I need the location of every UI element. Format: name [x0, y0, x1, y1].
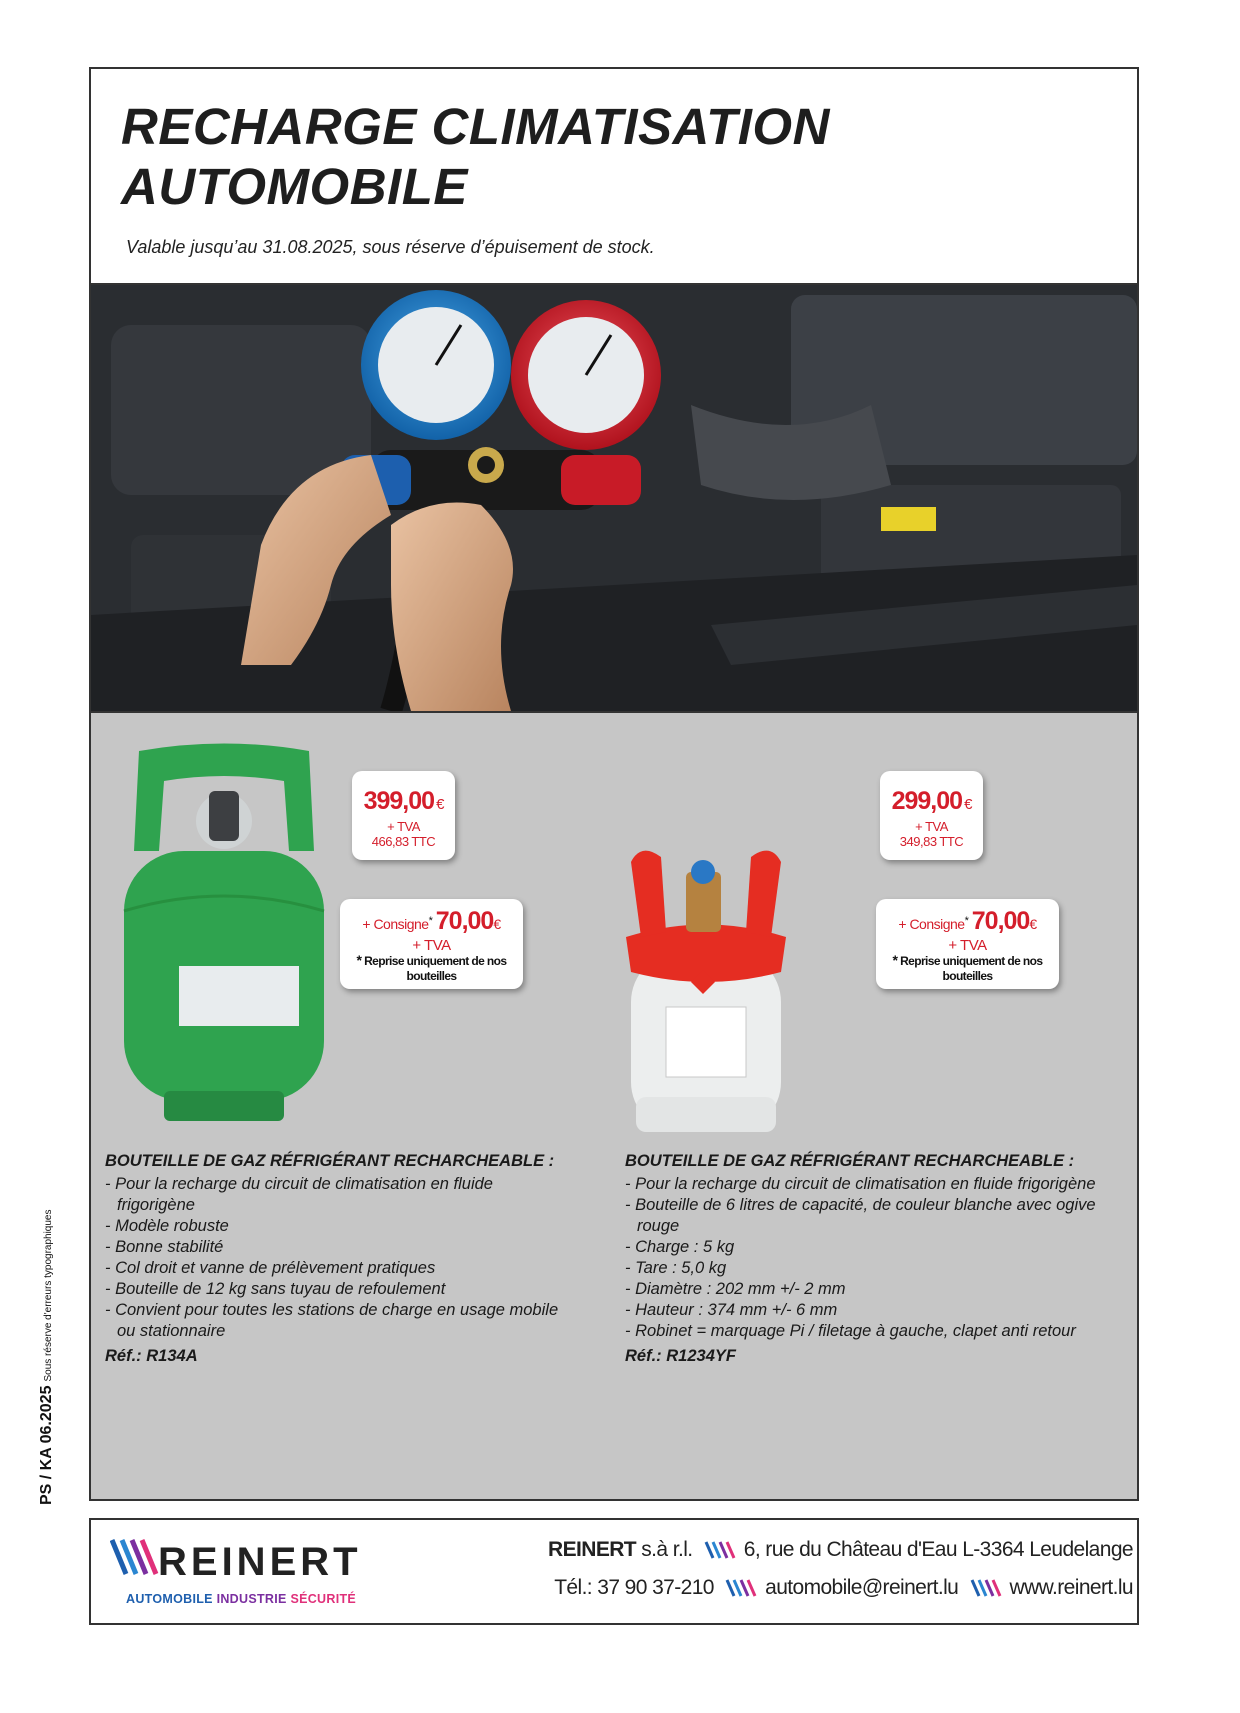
title-line-2: AUTOMOBILE: [121, 158, 468, 215]
price-currency: €: [964, 796, 972, 813]
price-vat: + TVA: [387, 819, 420, 834]
feature-item: - Pour la recharge du circuit de climatisation en fluide frigorigène: [625, 1174, 1125, 1195]
product-reference: Réf.: R134A: [105, 1347, 198, 1365]
hero-photo: [91, 285, 1137, 713]
website-link[interactable]: www.reinert.lu: [1009, 1576, 1133, 1599]
deposit-note-asterisk: *: [892, 952, 898, 968]
deposit-note-asterisk: *: [356, 952, 362, 968]
document-code: PS / KA 06.2025: [38, 1385, 55, 1505]
tagline-automobile: AUTOMOBILE: [126, 1592, 213, 1606]
feature-list: [625, 1174, 1125, 1342]
flyer-frame: [89, 67, 1139, 1501]
feature-item: - Col droit et vanne de prélèvement pratiques: [105, 1258, 575, 1279]
feature-item: - Convient pour toutes les stations de charge en usage mobile ou stationnaire: [105, 1300, 575, 1342]
typo-disclaimer: Sous réserve d'erreurs typographiques: [43, 1209, 54, 1382]
deposit-vat: + TVA: [412, 937, 451, 954]
page-title: [121, 97, 830, 217]
price-value: 299,00: [891, 787, 963, 815]
product-heading: BOUTEILLE DE GAZ RÉFRIGÉRANT RECHARCHEABLE :: [105, 1152, 555, 1170]
feature-item: - Tare : 5,0 kg: [625, 1258, 1125, 1279]
product-description-r134a: [105, 1151, 575, 1367]
deposit-label: + Consigne: [898, 916, 965, 932]
reinert-logo: [110, 1534, 400, 1589]
phone-number: Tél.: 37 90 37-210: [554, 1576, 714, 1599]
stripes-icon: [970, 1578, 1004, 1598]
manifold-gauge-illustration: [91, 285, 1137, 711]
deposit-asterisk: *: [964, 915, 969, 927]
deposit-label: + Consigne: [362, 916, 429, 932]
price-currency: €: [436, 796, 444, 813]
brand-name: REINERT: [158, 1540, 362, 1584]
brand-stripes-icon: [110, 1534, 400, 1584]
brand-tagline: [126, 1592, 356, 1606]
feature-item: - Bonne stabilité: [105, 1237, 575, 1258]
company-address: 6, rue du Château d'Eau L-3364 Leudelange: [743, 1538, 1133, 1561]
deposit-asterisk: *: [428, 915, 433, 927]
stripes-icon: [704, 1540, 738, 1560]
flyer-header: [91, 69, 1137, 285]
price-ttc: 466,83 TTC: [371, 834, 436, 849]
deposit-box-r1234yf: [876, 899, 1059, 989]
feature-item: - Pour la recharge du circuit de climatisation en fluide frigorigène: [105, 1174, 575, 1216]
deposit-vat: + TVA: [948, 937, 987, 954]
company-address-line: [548, 1538, 1133, 1562]
deposit-note: Reprise uniquement de nos bouteilles: [900, 954, 1043, 983]
feature-item: - Bouteille de 12 kg sans tuyau de refoulement: [105, 1279, 575, 1300]
price-ttc: 349,83 TTC: [899, 834, 964, 849]
feature-item: - Hauteur : 374 mm +/- 6 mm: [625, 1300, 1125, 1321]
side-caption: [38, 1165, 56, 1505]
tagline-securite: SÉCURITÉ: [290, 1592, 357, 1606]
feature-item: - Modèle robuste: [105, 1216, 575, 1237]
deposit-currency: €: [493, 916, 501, 932]
product-description-r1234yf: [625, 1151, 1125, 1367]
green-refrigerant-cylinder-image: [119, 741, 329, 1121]
company-name: REINERT: [548, 1538, 637, 1561]
feature-item: - Robinet = marquage Pi / filetage à gauche, clapet anti retour: [625, 1321, 1125, 1342]
price-box-r134a: [352, 771, 455, 860]
tagline-industrie: INDUSTRIE: [216, 1592, 287, 1606]
email-link[interactable]: automobile@reinert.lu: [765, 1576, 959, 1599]
company-suffix: s.à r.l.: [641, 1538, 693, 1561]
feature-item: - Diamètre : 202 mm +/- 2 mm: [625, 1279, 1125, 1300]
white-red-refrigerant-cylinder-image: [611, 842, 796, 1142]
deposit-box-r134a: [340, 899, 523, 989]
title-line-1: RECHARGE CLIMATISATION: [121, 98, 830, 155]
validity-note: Valable jusqu’au 31.08.2025, sous réserve d’épuisement de stock.: [126, 237, 655, 257]
price-value: 399,00: [363, 787, 435, 815]
feature-item: - Charge : 5 kg: [625, 1237, 1125, 1258]
feature-item: - Bouteille de 6 litres de capacité, de couleur blanche avec ogive rouge: [625, 1195, 1125, 1237]
company-contact-line: [554, 1576, 1133, 1600]
product-reference: Réf.: R1234YF: [625, 1347, 736, 1365]
price-box-r1234yf: [880, 771, 983, 860]
deposit-amount: 70,00: [435, 907, 494, 935]
stripes-icon: [725, 1578, 759, 1598]
feature-list: [105, 1174, 575, 1342]
product-heading: BOUTEILLE DE GAZ RÉFRIGÉRANT RECHARCHEABLE :: [625, 1152, 1075, 1170]
price-vat: + TVA: [915, 819, 948, 834]
deposit-amount: 70,00: [971, 907, 1030, 935]
deposit-currency: €: [1029, 916, 1037, 932]
deposit-note: Reprise uniquement de nos bouteilles: [364, 954, 507, 983]
